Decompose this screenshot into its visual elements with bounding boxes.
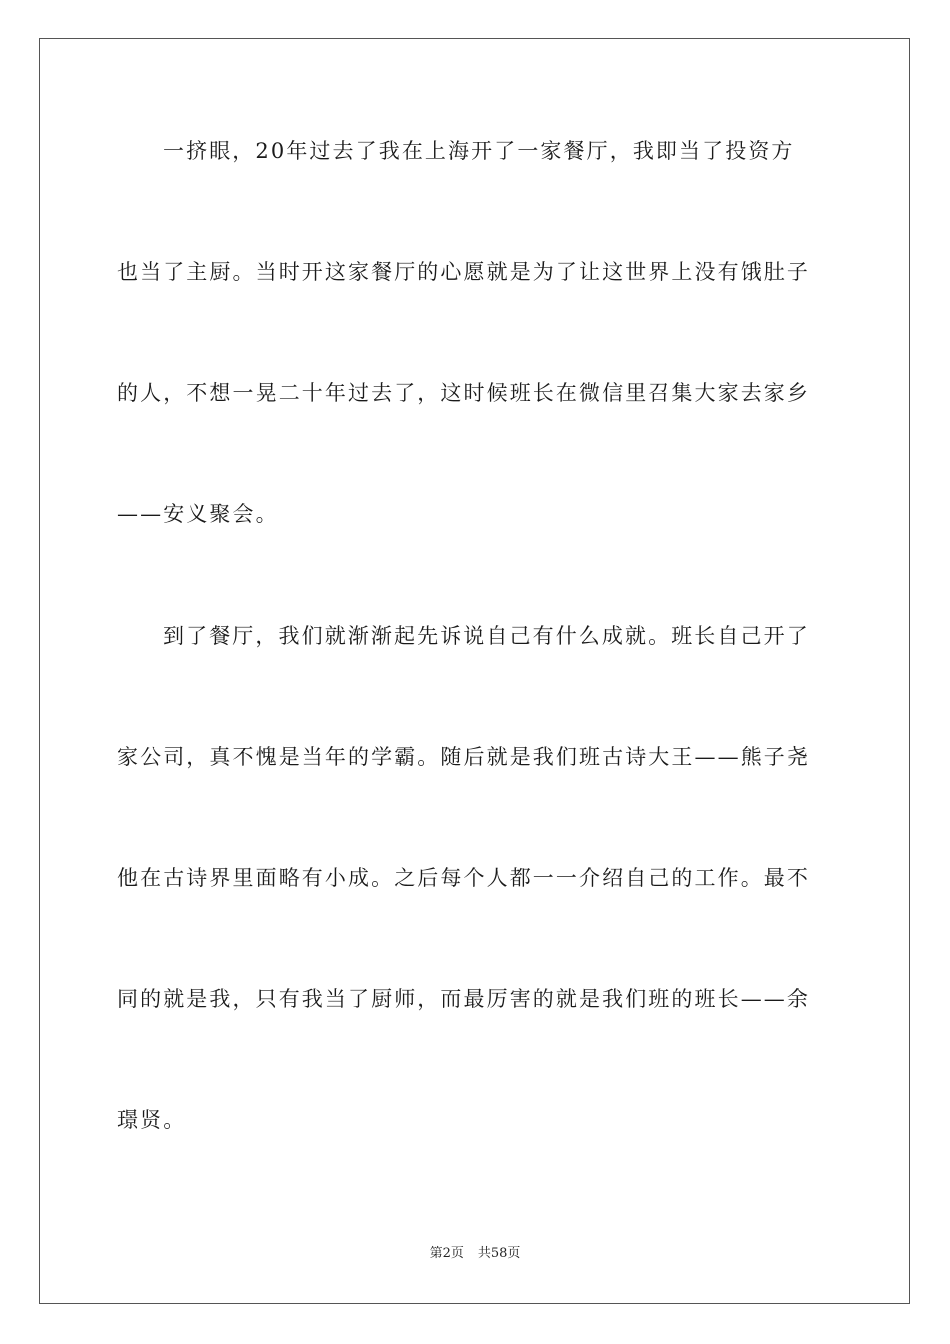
paragraph-1-line-2: 也当了主厨。当时开这家餐厅的心愿就是为了让这世界上没有饿肚子 — [117, 260, 810, 284]
paragraph-1-line-3: 的人，不想一晃二十年过去了，这时候班长在微信里召集大家去家乡 — [117, 381, 810, 405]
paragraph-1-line-4: ——安义聚会。 — [117, 502, 279, 526]
page-number: 第2页 — [429, 1246, 464, 1261]
paragraph-2-line-4: 同的就是我，只有我当了厨师，而最厉害的就是我们班的班长——余 — [117, 987, 810, 1011]
paragraph-2-line-5: 璟贤。 — [117, 1108, 187, 1132]
paragraph-2-line-3: 他在古诗界里面略有小成。之后每个人都一一介绍自己的工作。最不 — [117, 866, 810, 890]
page-total: 共58页 — [477, 1246, 521, 1261]
page-footer — [0, 1245, 950, 1263]
paragraph-2-line-2: 家公司，真不愧是当年的学霸。随后就是我们班古诗大王——熊子尧 — [117, 745, 810, 769]
paragraph-1-line-1: 一挤眼，20年过去了我在上海开了一家餐厅，我即当了投资方 — [163, 139, 795, 163]
paragraph-2-line-1: 到了餐厅，我们就渐渐起先诉说自己有什么成就。班长自己开了 — [163, 624, 810, 648]
